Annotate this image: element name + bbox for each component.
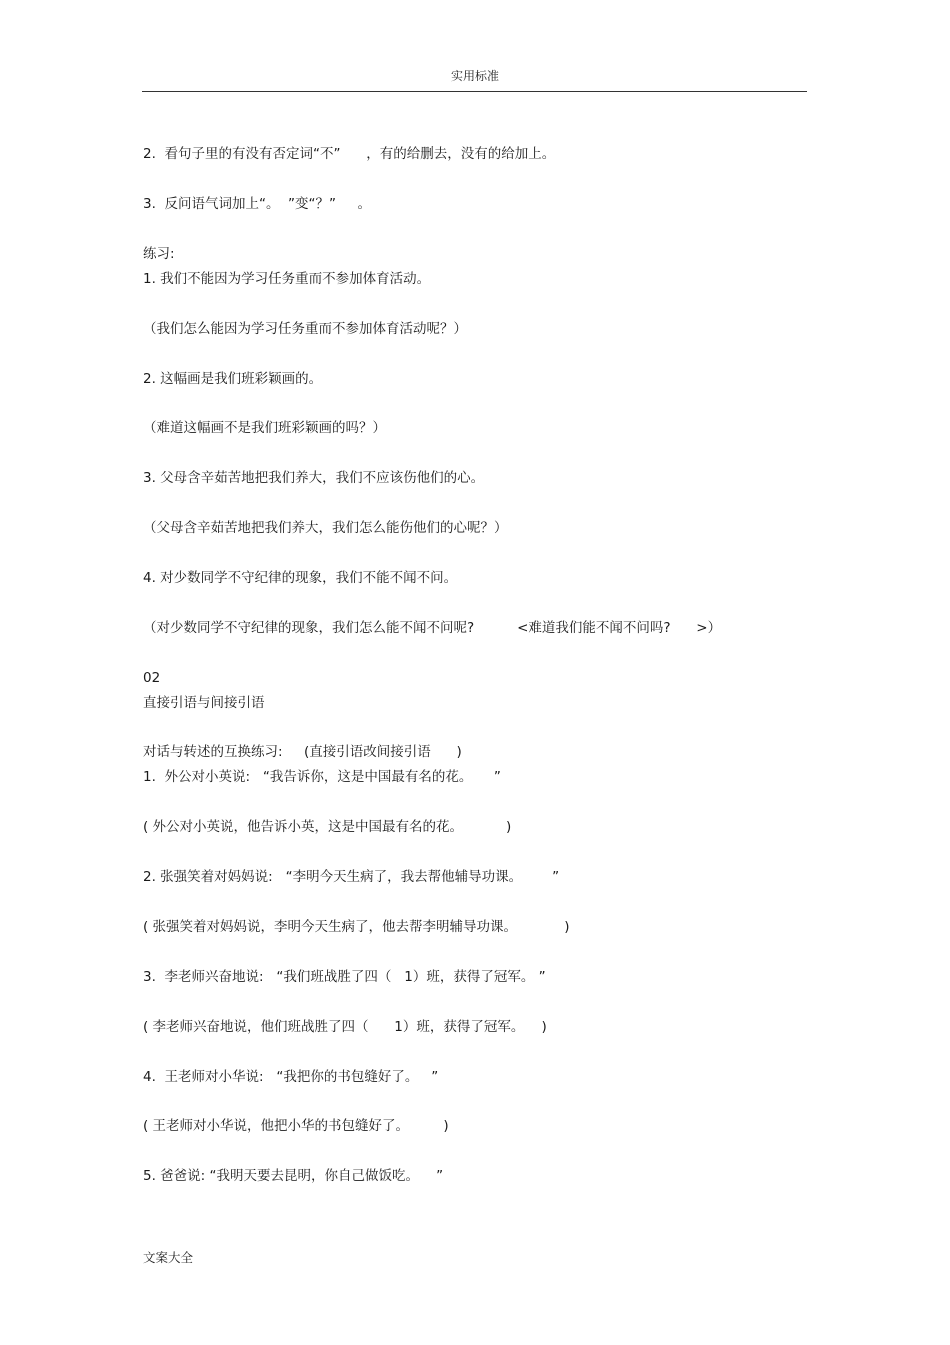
header-rule	[142, 91, 807, 92]
exercise-2-answer: （难道这幅画不是我们班彩颖画的吗？）	[143, 420, 386, 436]
practice-4-question: 4. 王老师对小华说: “我把你的书包缝好了。 ”	[143, 1069, 439, 1085]
practice-3-question: 3. 李老师兴奋地说: “我们班战胜了四（ 1）班，获得了冠军。 ”	[143, 969, 546, 985]
exercise-3-answer: （父母含辛茹苦地把我们养大，我们怎么能伤他们的心呢？）	[143, 520, 508, 536]
exercise-4-answer: （对少数同学不守纪律的现象，我们怎么能不闻不问呢? <难道我们能不闻不问吗? >）	[143, 620, 722, 636]
rule-item-3: 3. 反问语气词加上“。 ”变“？” 。	[143, 196, 371, 212]
section-title: 直接引语与间接引语	[143, 695, 265, 711]
section-number: 02	[143, 670, 161, 686]
exercise-1-answer: （我们怎么能因为学习任务重而不参加体育活动呢？）	[143, 321, 467, 337]
practice-1-question: 1. 外公对小英说: “我告诉你，这是中国最有名的花。 ”	[143, 769, 501, 785]
exercise-2-question: 2. 这幅画是我们班彩颖画的。	[143, 371, 323, 387]
practice-3-answer: ( 李老师兴奋地说，他们班战胜了四（ 1）班，获得了冠军。 )	[143, 1019, 547, 1035]
page-footer-text: 文案大全	[143, 1250, 194, 1265]
practice-2-question: 2. 张强笑着对妈妈说: “李明今天生病了，我去帮他辅导功课。 ”	[143, 869, 560, 885]
exercise-heading: 练习:	[143, 246, 175, 262]
exercise-1-question: 1. 我们不能因为学习任务重而不参加体育活动。	[143, 271, 431, 287]
practice-1-answer: ( 外公对小英说，他告诉小英，这是中国最有名的花。 )	[143, 819, 512, 835]
rule-item-2: 2. 看句子里的有没有否定词“不” ，有的给删去，没有的给加上。	[143, 146, 556, 162]
practice-5-question: 5. 爸爸说: “我明天要去昆明，你自己做饭吃。 ”	[143, 1168, 444, 1184]
page-header-title: 实用标准	[450, 69, 499, 83]
practice-heading: 对话与转述的互换练习: (直接引语改间接引语 )	[143, 744, 462, 760]
practice-4-answer: ( 王老师对小华说，他把小华的书包缝好了。 )	[143, 1118, 449, 1134]
exercise-4-question: 4. 对少数同学不守纪律的现象，我们不能不闻不问。	[143, 570, 458, 586]
exercise-3-question: 3. 父母含辛茹苦地把我们养大，我们不应该伤他们的心。	[143, 470, 485, 486]
practice-2-answer: ( 张强笑着对妈妈说，李明今天生病了，他去帮李明辅导功课。 )	[143, 919, 570, 935]
